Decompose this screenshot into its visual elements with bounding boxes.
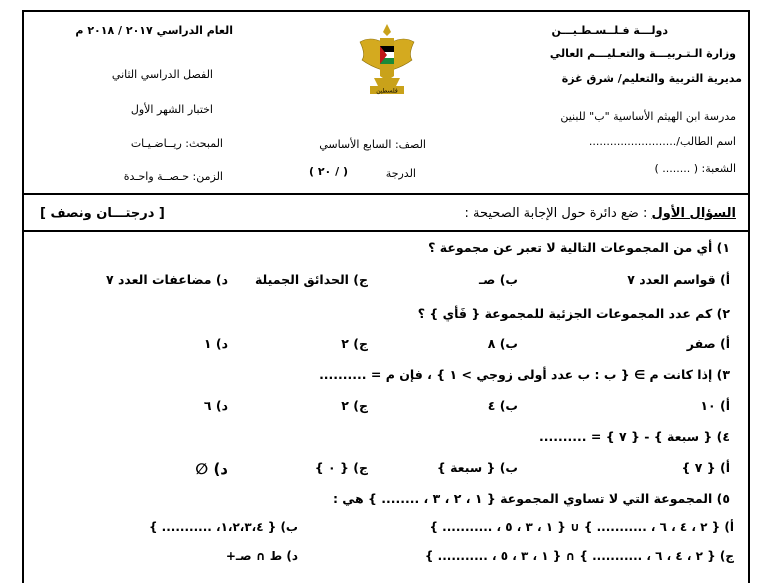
question-stem: ٣) إذا كانت م ∋ { ب : ب عدد أولى زوجي > ١ } ، فإن م = .......... [319, 367, 730, 382]
option-a: أ) { ٧ } [681, 460, 730, 475]
question-stem: ٥) المجموعة التي لا تساوي المجموعة { ١ ، ٢ ، ٣ ، ........ } هي : [332, 491, 730, 506]
option-a: أ) ١٠ [700, 398, 730, 413]
student-name-field: اسم الطالب/......................... [588, 135, 736, 148]
question-stem: ١) أي من المجموعات التالية لا تعبر عن مجموعة ؟ [428, 240, 730, 255]
score-label: الدرجة [385, 167, 416, 180]
section-instruction: : ضع دائرة حول الإجابة الصحيحة : [464, 206, 648, 221]
state-name: دولـــة فـلــسـطـيـــن [551, 24, 668, 37]
question-stem: ٤) { سبعة } - { ٧ } = .......... [539, 429, 730, 444]
section-divider [22, 230, 750, 232]
header-divider [22, 193, 750, 195]
section-field: الشعبة: ( ........ ) [654, 162, 736, 175]
option-d: د) ط ∩ صـ+ [225, 549, 298, 563]
option-c: ج) { ٢ ، ٤ ، ٦ ، ........... } ∩ { ١ ، ٣ ، ٥ ، ........... } [424, 549, 734, 563]
option-c: ج) ٢ [341, 336, 368, 351]
option-c: ج) الحدائق الجميلة [254, 272, 368, 287]
option-d: د) مضاعفات العدد ٧ [105, 272, 228, 287]
subject: المبحث: ريــاضـيـات [130, 137, 223, 150]
option-b: ب) صـ [479, 272, 518, 287]
option-b: ب) { سبعة } [436, 460, 518, 475]
academic-year: العام الدراسي ٢٠١٧ / ٢٠١٨ م [75, 24, 233, 37]
option-a: أ) قواسم العدد ٧ [627, 272, 730, 287]
option-c: ج) ٢ [341, 398, 368, 413]
option-d: د) ∅ [195, 460, 228, 478]
duration: الزمن: حـصــة واحـدة [123, 170, 223, 183]
directorate-name: مديرية التربية والتعليم/ شرق غزة [561, 72, 742, 85]
section-marks: [ درجتـــان ونصف ] [40, 206, 165, 221]
ministry-name: وزارة الـتـربيـــة والتعـليـــم العالي [549, 47, 736, 60]
option-b: ب) ٤ [487, 398, 518, 413]
score-value: ( / ٢٠ ) [308, 165, 348, 178]
semester: الفصل الدراسي الثاني [111, 68, 213, 81]
exam-title: اختبار الشهر الأول [130, 103, 213, 116]
option-c: ج) { ٠ } [314, 460, 368, 475]
option-a: أ) صفر [686, 336, 730, 351]
section-title: السؤال الأول [651, 206, 736, 221]
palestine-eagle-emblem [356, 20, 418, 98]
option-d: د) ١ [203, 336, 228, 351]
grade-label: الصف: السابع الأساسي [319, 138, 426, 151]
option-b: ب) ٨ [487, 336, 518, 351]
option-a: أ) { ٢ ، ٤ ، ٦ ، ........... } ∪ { ١ ، ٣ ، ٥ ، ........... } [429, 520, 734, 534]
emblem-caption: فلسطين [376, 87, 398, 95]
option-d: د) ٦ [203, 398, 228, 413]
school-name: مدرسة ابن الهيثم الأساسية "ب" للبنين [560, 110, 736, 123]
question-stem: ٢) كم عدد المجموعات الجزئية للمجموعة { فَأي } ؟ [417, 306, 730, 321]
section-title-row [465, 206, 736, 221]
option-b: ب) { ١،٢،٣،٤، ........... } [148, 520, 298, 534]
